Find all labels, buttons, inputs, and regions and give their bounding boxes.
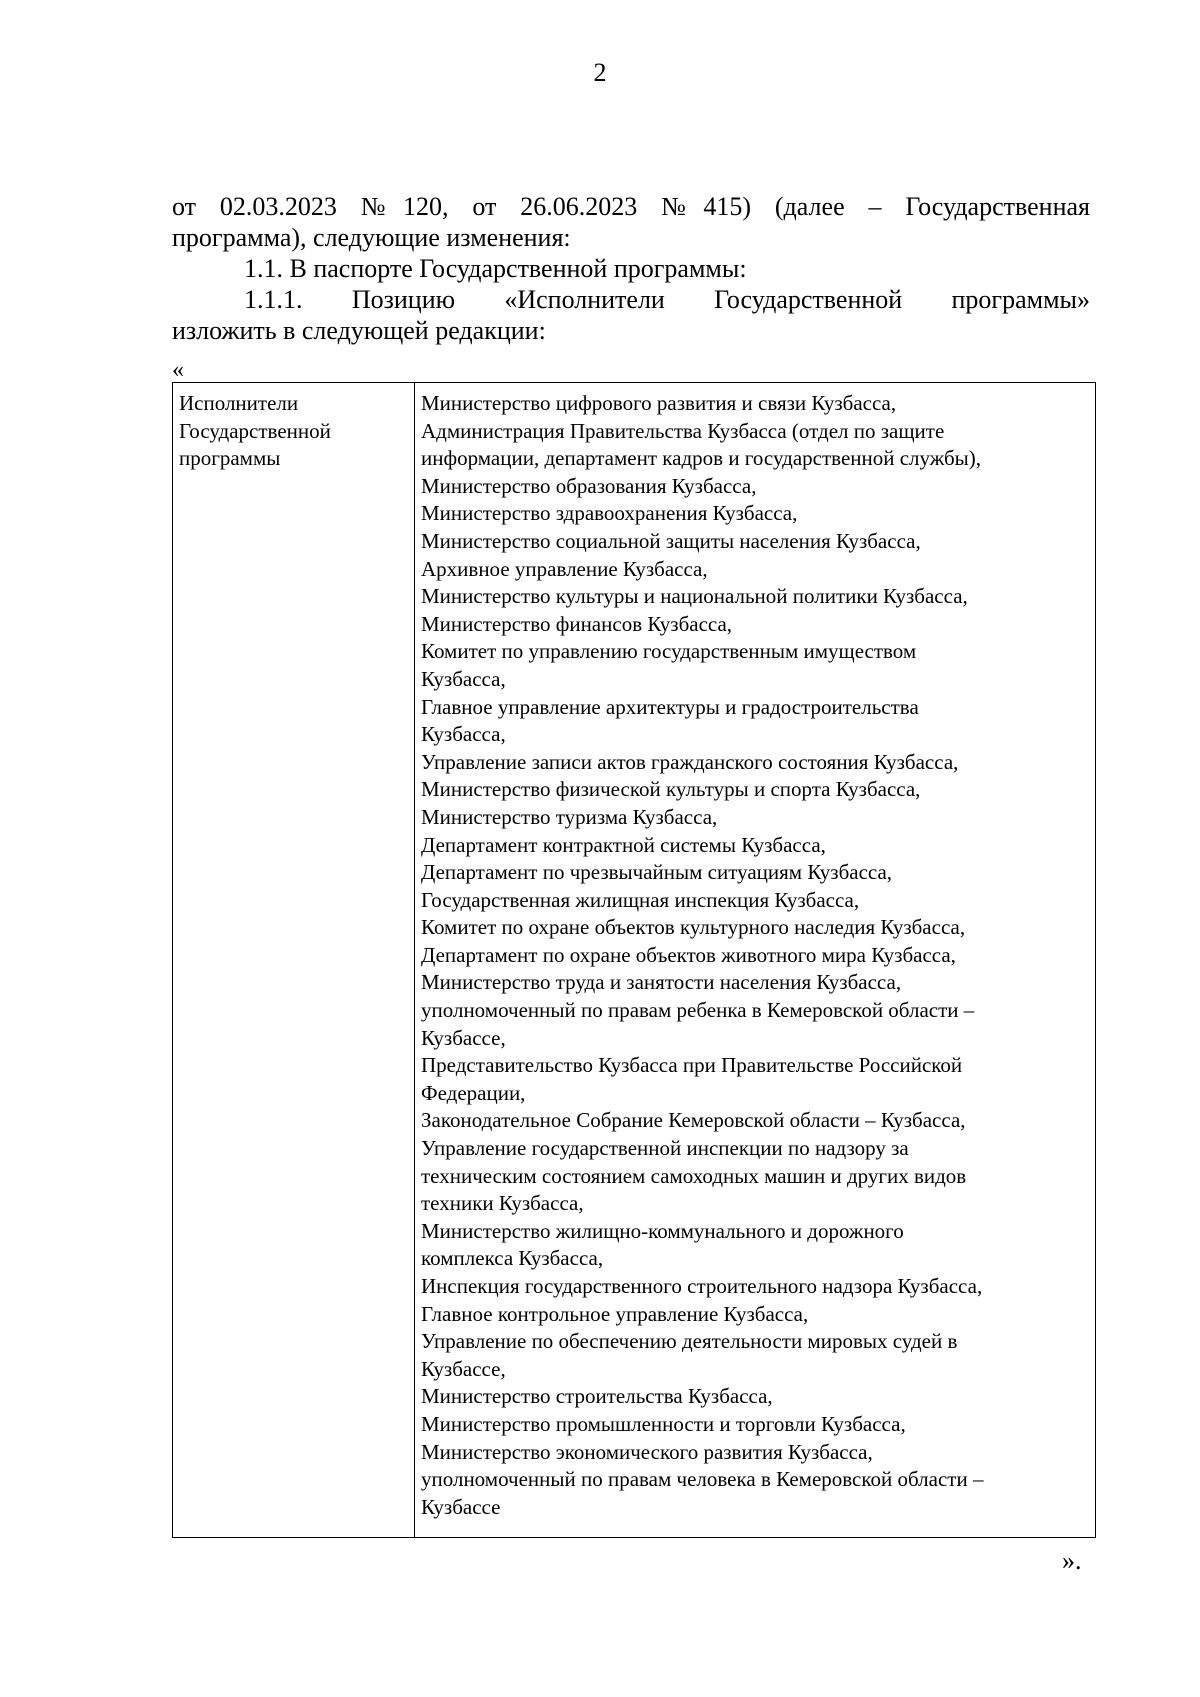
executor-line: Федерации, [421,1080,526,1105]
executor-line: Министерство физической культуры и спорта Кузбасса, [421,777,921,802]
executor-line: Министерство труда и занятости населения Кузбасса, [421,970,902,995]
label-line: программы [179,446,281,471]
executor-line: Министерство социальной защиты населения Кузбасса, [421,528,921,553]
closing-quote-mark: ». [1062,1546,1082,1575]
executor-line: Министерство цифрового развития и связи Кузбасса, [421,391,897,415]
executor-line: Законодательное Собрание Кемеровской области – Кузбасса, [421,1108,966,1133]
executor-line: Министерство образования Кузбасса, [421,473,757,498]
clause-1-1: 1.1. В паспорте Государственной программы: [244,254,747,283]
executor-line: Администрация Правительства Кузбасса (отдел по защите [421,418,945,443]
intro-paragraph [172,191,1090,253]
clause-1-1-1-line-2: изложить в следующей редакции: [172,316,546,345]
executor-line: Представительство Кузбасса при Правительстве Российской [421,1053,963,1078]
executor-line: Департамент по охране объектов животного мира Кузбасса, [421,942,956,967]
table-value-cell [415,383,1095,1537]
executor-line: Комитет по охране объектов культурного наследия Кузбасса, [421,915,966,940]
executor-line: Министерство здравоохранения Кузбасса, [421,501,798,526]
opening-quote-mark: « [172,357,184,383]
executors-table [172,382,1096,1538]
executor-line: Департамент по чрезвычайным ситуациям Кузбасса, [421,860,893,885]
executor-line: Архивное управление Кузбасса, [421,556,708,581]
executor-line: Инспекция государственного строительного надзора Кузбасса, [421,1274,983,1298]
executor-line: Министерство экономического развития Кузбасса, [421,1439,873,1464]
executor-line: техническим состоянием самоходных машин и других видов [421,1163,967,1188]
executor-line: Министерство финансов Кузбасса, [421,611,733,636]
executor-line: информации, департамент кадров и государственной службы), [421,446,982,471]
executor-line: уполномоченный по правам ребенка в Кемеровской области – [421,998,975,1023]
executor-line: Кузбасса, [421,722,506,747]
executor-line: Государственная жилищная инспекция Кузбасса, [421,887,860,912]
executor-line: Министерство промышленности и торговли Кузбасса, [421,1411,906,1436]
intro-paragraph-line-1: от 02.03.2023 №120, от 26.06.2023 №415) (далее – Государственная [172,192,1090,221]
executor-line: Управление по обеспечению деятельности мировых судей в [421,1329,958,1354]
executor-line: Департамент контрактной системы Кузбасса, [421,832,826,857]
intro-paragraph-line-2: программа), следующие изменения: [172,223,571,252]
executor-line: Министерство жилищно-коммунального и дорожного [421,1218,904,1243]
executor-line: Кузбасса, [421,666,506,691]
executor-line: Комитет по управлению государственным имуществом [421,639,917,664]
executor-line: Главное контрольное управление Кузбасса, [421,1301,809,1326]
executor-line: Кузбассе, [421,1356,506,1381]
executor-line: техники Кузбасса, [421,1191,584,1216]
executor-line: Министерство культуры и национальной политики Кузбасса, [421,584,968,609]
clause-1-1-1 [172,284,1090,346]
executor-line: уполномоченный по правам человека в Кемеровской области – [421,1467,984,1492]
clause-1-1-1-line-1: 1.1.1. Позицию «Исполнители Государственной программы» [244,285,1090,314]
executor-line: Кузбассе, [421,1025,506,1050]
label-line: Исполнители [179,391,299,415]
executor-line: Главное управление архитектуры и градостроительства [421,694,919,719]
page-number: 2 [593,58,607,87]
executor-line: Кузбассе [421,1494,501,1519]
executor-line: Управление записи актов гражданского состояния Кузбасса, [421,749,959,774]
table-label-cell [173,383,415,1537]
executor-line: Министерство туризма Кузбасса, [421,804,718,829]
executor-line: Управление государственной инспекции по надзору за [421,1136,909,1161]
executor-line: Министерство строительства Кузбасса, [421,1384,773,1409]
label-line: Государственной [179,418,331,443]
executor-line: комплекса Кузбасса, [421,1246,604,1271]
